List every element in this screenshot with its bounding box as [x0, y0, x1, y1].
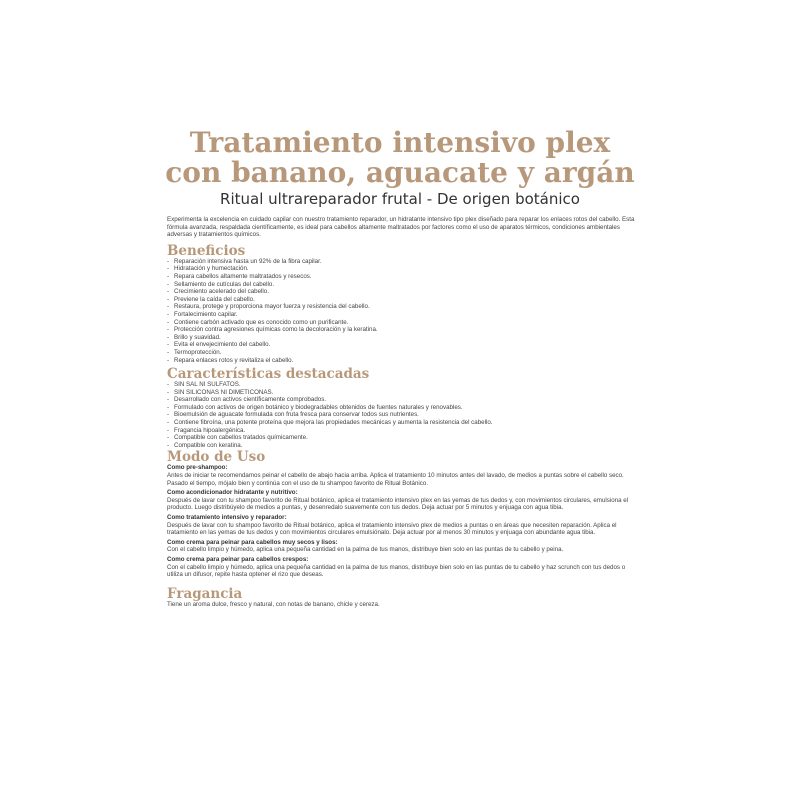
list-item	[167, 303, 635, 311]
usage-block-heading: Como pre-shampoo:	[167, 464, 228, 472]
list-item-text: Bioemulsión de aguacate formulada con fruta fresca para conservar todos sus nutrientes.	[174, 411, 419, 419]
list-item-text: Brillo y suavidad.	[174, 333, 221, 341]
list-item-text: Formulado con activos de origen botánico y biodegradables obtenidos de fuentes naturales y renovables.	[174, 403, 463, 411]
benefits-heading: Beneficios	[167, 242, 246, 259]
usage-block-text: Con el cabello limpio y húmedo, aplica una pequeña cantidad en la palma de tus manos, distribuye bien solo en las puntas de tu cabello y haz scrunch con tus dedos o utiliza un difusor, repite hasta optener el rizo que deseas.	[167, 563, 626, 579]
list-item-text: SIN SILICONAS NI DIMETICONAS.	[174, 388, 274, 396]
list-item-text: Contiene carbón activado que es conocido como un purificante.	[174, 318, 349, 326]
list-item-text: Fragancia hipoalergénica.	[174, 426, 246, 434]
usage-section	[167, 450, 635, 578]
list-item	[167, 341, 635, 349]
list-item	[167, 258, 635, 266]
content-body	[167, 216, 635, 608]
usage-block	[167, 539, 635, 554]
list-item-text: Protección contra agresiones químicas como la decoloración y la keratina.	[174, 326, 378, 334]
features-list	[167, 381, 635, 449]
list-item-text: Hidratación y humectación.	[174, 265, 249, 273]
bullet-dash: -	[167, 419, 170, 427]
list-item-text: Crecimiento acelerado del cabello.	[174, 288, 269, 296]
list-item	[167, 404, 635, 412]
list-item-text: Evita el envejecimiento del cabello.	[174, 341, 271, 349]
list-item-text: Repara enlaces rotos y revitaliza el cabello.	[174, 356, 294, 364]
usage-block	[167, 489, 635, 512]
usage-block-heading: Como crema para peinar para cabellos crespos:	[167, 555, 309, 563]
list-item	[167, 442, 635, 450]
list-item-text: Previene la caída del cabello.	[174, 295, 255, 303]
usage-blocks	[167, 464, 635, 578]
list-item-text: Restaura, protege y proporciona mayor fuerza y resistencia del cabello.	[174, 303, 370, 311]
bullet-dash: -	[167, 265, 170, 273]
list-item	[167, 381, 635, 389]
usage-block-heading: Como crema para peinar para cabellos muy secos y lisos:	[167, 538, 338, 546]
fragrance-text: Tiene un aroma dulce, fresco y natural, con notas de banano, chicle y cereza.	[167, 600, 380, 608]
usage-block-text: Antes de iniciar te recomendamos peinar el cabello de abajo hacia arriba. Aplica el tratamiento 10 minutos antes del lavado, de medios a puntas sobre el cabello seco. Pasado el tiempo, mójalo bien y continúa con el uso de tu shampoo favorito de Ritual Botánico.	[167, 472, 624, 487]
list-item	[167, 349, 635, 357]
title-line-2: con banano, aguacate y argán	[165, 156, 635, 189]
bullet-dash: -	[167, 257, 170, 265]
bullet-dash: -	[167, 441, 170, 449]
bullet-dash: -	[167, 318, 170, 326]
list-item	[167, 296, 635, 304]
list-item	[167, 427, 635, 435]
benefits-section	[167, 244, 635, 364]
list-item	[167, 273, 635, 281]
bullet-dash: -	[167, 356, 170, 364]
bullet-dash: -	[167, 280, 170, 288]
bullet-dash: -	[167, 295, 170, 303]
benefits-list	[167, 258, 635, 364]
bullet-dash: -	[167, 326, 170, 334]
usage-block	[167, 464, 635, 487]
list-item	[167, 389, 635, 397]
title-line-1: Tratamiento intensivo plex	[189, 126, 611, 159]
bullet-dash: -	[167, 388, 170, 396]
intro-paragraph: Experimenta la excelencia en cuidado capilar con nuestro tratamiento reparador, un hidratante intensivo tipo plex diseñado para reparar los enlaces rotos del cabello. Esta fórmula avanzada, respaldada científicamente, es ideal para cabellos altamente maltratados por factores como el uso de aparatos térmicos, condiciones ambientales adversas y tratamientos químicos.	[167, 216, 635, 239]
page-subtitle: Ritual ultrareparador frutal - De origen botánico	[220, 190, 580, 208]
list-item-text: Termoprotección.	[174, 348, 222, 356]
list-item-text: Repara cabellos altamente maltratados y resecos.	[174, 272, 312, 280]
bullet-dash: -	[167, 381, 170, 389]
bullet-dash: -	[167, 411, 170, 419]
fragrance-heading: Fragancia	[167, 585, 243, 602]
bullet-dash: -	[167, 403, 170, 411]
bullet-dash: -	[167, 310, 170, 318]
list-item	[167, 357, 635, 365]
bullet-dash: -	[167, 348, 170, 356]
usage-block-heading: Como acondicionador hidratante y nutritivo:	[167, 489, 298, 497]
list-item-text: Reparación intensiva hasta un 92% de la fibra capilar.	[174, 257, 322, 265]
list-item-text: Contiene fibroína, una potente proteína que mejora las propiedades mecánicas y aumenta la resistencia del cabello.	[174, 419, 493, 427]
usage-block	[167, 514, 635, 537]
bullet-dash: -	[167, 341, 170, 349]
list-item-text: Fortalecimiento capilar.	[174, 310, 238, 318]
usage-heading: Modo de Uso	[167, 449, 266, 466]
page-title	[0, 128, 800, 188]
usage-block-text: Después de lavar con tu shampoo favorito de Ritual botánico, aplica el tratamiento intensivo plex de medios a puntas o en áreas que necesiten reparación. Aplica el tratamiento en las yemas de tus dedos y con movimientos circulares emulsiónalo. Deja actuar por al menos 30 minutos y enjuaga con abundante agua tibia.	[167, 521, 617, 537]
bullet-dash: -	[167, 434, 170, 442]
list-item	[167, 326, 635, 334]
fragrance-section	[167, 587, 635, 609]
list-item-text: SIN SAL NI SULFATOS.	[174, 381, 241, 389]
list-item	[167, 288, 635, 296]
list-item-text: Desarrollado con activos científicamente comprobados.	[174, 396, 327, 404]
list-item-text: Compatible con keratina.	[174, 441, 243, 449]
bullet-dash: -	[167, 426, 170, 434]
bullet-dash: -	[167, 303, 170, 311]
list-item	[167, 434, 635, 442]
list-item	[167, 265, 635, 273]
features-heading: Características destacadas	[167, 366, 370, 383]
usage-block	[167, 556, 635, 579]
bullet-dash: -	[167, 288, 170, 296]
list-item	[167, 281, 635, 289]
list-item	[167, 411, 635, 419]
list-item	[167, 319, 635, 327]
bullet-dash: -	[167, 333, 170, 341]
list-item-text: Sellamiento de cutículas del cabello.	[174, 280, 275, 288]
list-item	[167, 419, 635, 427]
bullet-dash: -	[167, 396, 170, 404]
usage-block-heading: Como tratamiento intensivo y reparador:	[167, 514, 287, 521]
features-section	[167, 367, 635, 449]
usage-block-text: Después de lavar con tu shampoo favorito de Ritual botánico, aplica el tratamiento intensivo plex en las yemas de tus dedos y, con movimientos circulares, emulsiona el producto. Luego distribúyelo de medios a puntas, y desenredalo suavemente con tus dedos. Deja actuar por 5 minutos y enjuaga con agua tibia.	[167, 496, 629, 512]
list-item	[167, 396, 635, 404]
list-item	[167, 311, 635, 319]
list-item-text: Compatible con cabellos tratados químicamente.	[174, 434, 308, 442]
usage-block-text: Con el cabello limpio y húmedo, aplica una pequeña cantidad en la palma de tus manos, distribuye bien solo en las puntas de tu cabello y peina.	[167, 546, 564, 554]
list-item	[167, 334, 635, 342]
bullet-dash: -	[167, 272, 170, 280]
